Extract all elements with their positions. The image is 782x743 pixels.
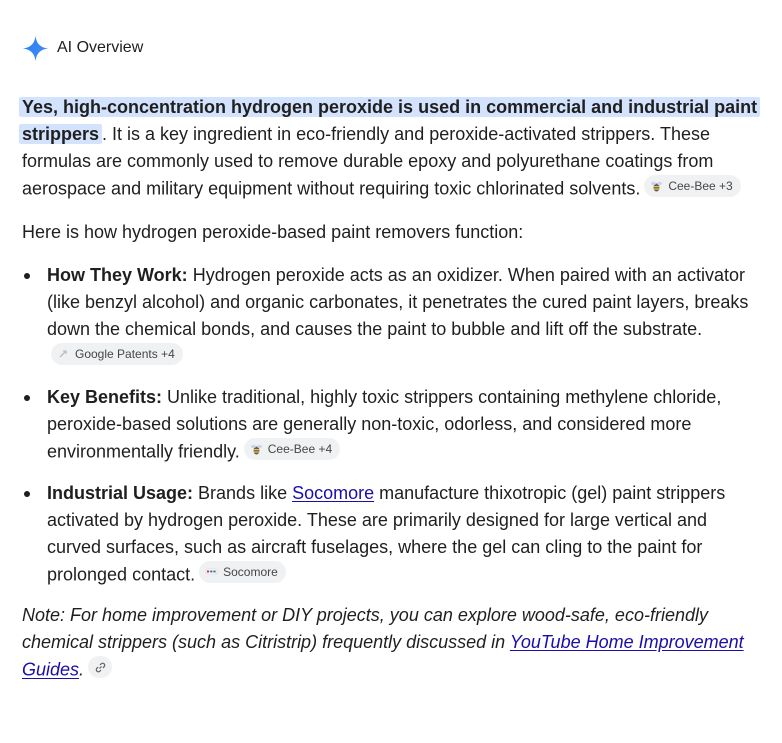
intro-text: Here is how hydrogen peroxide-based paint removers function: (22, 221, 524, 242)
bullet-text: manufacture thixotropic (gel) paint strippers activated by hydrogen peroxide. These are primarily designed for large vertical and curved surfaces, such as aircraft fuselages, where the gel can cling to the paint for prolonged contact. (47, 482, 726, 584)
socomore-link[interactable]: Socomore (292, 482, 375, 503)
note-end: . (79, 659, 85, 680)
bullet-text: Hydrogen peroxide acts as an oxidizer. When paired with an activator (like benzyl alcohol) and organic carbonates, it penetrates the cured paint layers, breaks down the chemical bonds, and causes the paint to bubble and lift off the substrate. (47, 264, 749, 339)
answer-text: . It is a key ingredient in eco-friendly and peroxide-activated strippers. These formulas are commonly used to remove durable epoxy and polyurethane coatings from aerospace and military equipment without requiring toxic chlorinated solvents. (22, 124, 714, 199)
bullet-text: Brands like (193, 482, 293, 503)
source-chip-google-patents[interactable] (51, 343, 183, 365)
source-chip-label: Google Patents +4 (75, 346, 175, 361)
note-text: Note: For home improvement or DIY projects, you can explore wood-safe, eco-friendly chemical strippers (such as Citristrip) frequently discussed in (22, 605, 708, 652)
bullet-term: How They Work: (47, 264, 188, 285)
cee-bee-icon (650, 180, 663, 193)
source-chip-cee-bee[interactable] (244, 438, 340, 460)
source-chip-label: Cee-Bee +3 (668, 179, 733, 193)
gemini-spark-icon (22, 35, 49, 62)
bullet-term: Key Benefits: (47, 387, 163, 407)
list-item-industrial-usage (22, 480, 762, 589)
source-chip-label: Socomore (223, 564, 278, 579)
source-chip-cee-bee[interactable] (644, 175, 740, 197)
youtube-guides-link[interactable]: YouTube Home Improvement Guides (22, 632, 744, 680)
link-chip[interactable] (88, 656, 112, 678)
bullet-text: Unlike traditional, highly toxic strippers containing methylene chloride, peroxide-based solutions are generally non-toxic, odorless, and considered more environmentally friendly. (47, 387, 722, 462)
list-item-how-they-work (22, 262, 762, 371)
ai-overview-content (22, 94, 762, 684)
list-item-key-benefits (22, 384, 762, 466)
patents-icon (57, 347, 70, 360)
ai-overview-title: AI Overview (57, 39, 144, 56)
answer-paragraph (22, 94, 762, 203)
cee-bee-icon (250, 443, 263, 456)
source-chip-label: Cee-Bee +4 (267, 442, 333, 456)
answer-highlight: Yes, high-concentration hydrogen peroxide is used in commercial and industrial paint strippers (19, 97, 760, 144)
ai-overview-header (22, 34, 143, 62)
link-icon (94, 661, 107, 674)
function-list (22, 262, 762, 589)
source-chip-socomore[interactable] (199, 561, 286, 583)
socomore-icon (205, 565, 218, 578)
note-paragraph (22, 602, 762, 684)
bullet-term: Industrial Usage: (47, 482, 194, 503)
